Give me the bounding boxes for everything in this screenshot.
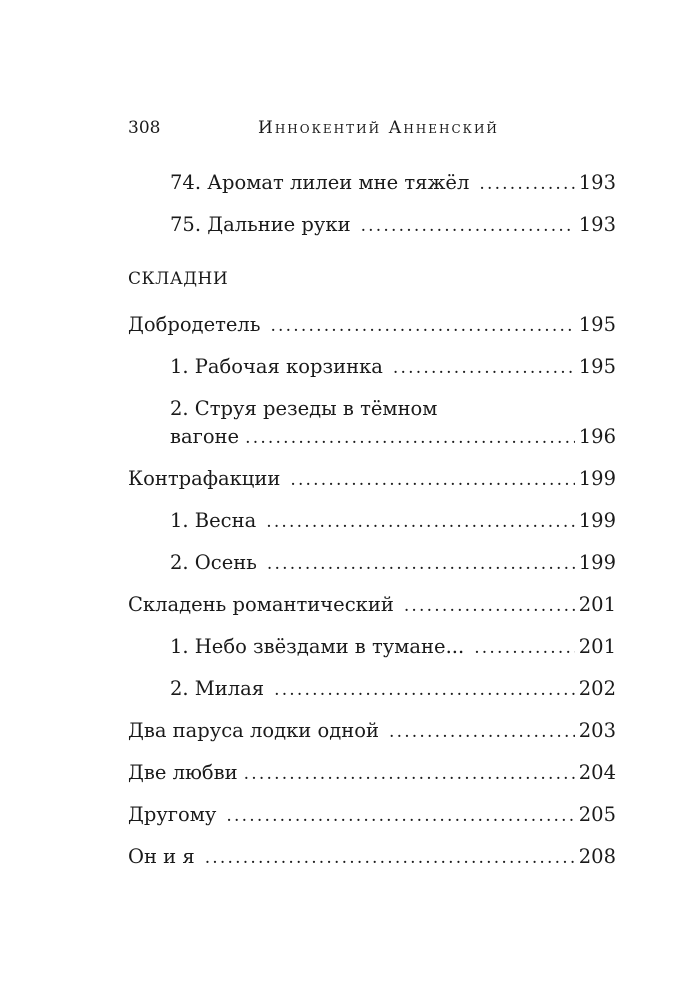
toc-entry-title: Две любви: [128, 761, 238, 784]
dot-leader: [361, 211, 575, 241]
toc-entry-title: Добродетель: [128, 313, 261, 336]
toc-entry: [128, 842, 616, 872]
toc-entry: [128, 758, 616, 788]
toc-entry: [170, 674, 616, 704]
toc-entry-page: 205: [578, 803, 616, 826]
dot-leader: [290, 465, 574, 495]
toc-entry: [170, 352, 616, 382]
toc-entry-title-continued: вагоне: [170, 425, 240, 448]
toc-entry-page: 201: [578, 593, 616, 616]
toc-entry-line: [170, 394, 616, 424]
toc-entry-title: 2. Милая: [170, 677, 265, 700]
dot-leader: [393, 353, 575, 383]
dot-leader: [266, 507, 575, 537]
toc-entry-page: 199: [578, 467, 616, 490]
toc-entry: [128, 464, 616, 494]
dot-leader: [389, 717, 575, 747]
dot-leader: [274, 675, 575, 705]
page-header: [128, 118, 616, 142]
toc-entry-page: 193: [578, 213, 616, 236]
toc-entry-title: 74. Аромат лилеи мне тяжёл: [170, 171, 470, 194]
toc-entry: [128, 716, 616, 746]
toc-entry-title: 75. Дальние руки: [170, 213, 351, 236]
toc-entry-title: 1. Рабочая корзинка: [170, 355, 383, 378]
toc-entry-page: 204: [578, 761, 616, 784]
toc-entry-title: Он и я: [128, 845, 195, 868]
toc-entry-page: 196: [578, 425, 616, 448]
toc-entry-page: 193: [578, 171, 616, 194]
running-head: Иннокентий Анненский: [258, 118, 499, 138]
toc-entry-page: 195: [578, 355, 616, 378]
toc-entry-page: 195: [578, 313, 616, 336]
toc-entry-page: 202: [578, 677, 616, 700]
toc-entry-title: 2. Струя резеды в тёмном: [170, 397, 438, 420]
toc-entry-page: 203: [578, 719, 616, 742]
toc-entry-title: 1. Небо звёздами в тумане...: [170, 635, 465, 658]
dot-leader: [270, 311, 574, 341]
toc-entry-page: 201: [578, 635, 616, 658]
section-label: СКЛАДНИ: [128, 269, 229, 289]
dot-leader: [244, 759, 575, 789]
toc-entry: [128, 590, 616, 620]
dot-leader: [479, 169, 574, 199]
toc-entry: [170, 632, 616, 662]
toc-entry-page: 199: [578, 551, 616, 574]
toc-entry: [170, 168, 616, 198]
toc-entry: [170, 506, 616, 536]
dot-leader: [474, 633, 575, 663]
toc-entry: [170, 548, 616, 578]
toc-entry-page: 208: [578, 845, 616, 868]
toc-entry-title: Контрафакции: [128, 467, 281, 490]
toc-entry: [170, 210, 616, 240]
toc-entry: [128, 800, 616, 830]
dot-leader: [267, 549, 575, 579]
toc-entry-title: 1. Весна: [170, 509, 257, 532]
dot-leader: [245, 423, 575, 453]
toc-entry-title: Другому: [128, 803, 217, 826]
toc-entry-page: 199: [578, 509, 616, 532]
toc-entry-title: Складень романтический: [128, 593, 394, 616]
dot-leader: [404, 591, 575, 621]
toc-entry-title: 2. Осень: [170, 551, 257, 574]
dot-leader: [205, 843, 575, 873]
dot-leader: [226, 801, 574, 831]
page-number: 308: [128, 118, 161, 138]
toc-entry: [170, 422, 616, 452]
toc-entry-title: Два паруса лодки одной: [128, 719, 379, 742]
toc-entry: [128, 310, 616, 340]
